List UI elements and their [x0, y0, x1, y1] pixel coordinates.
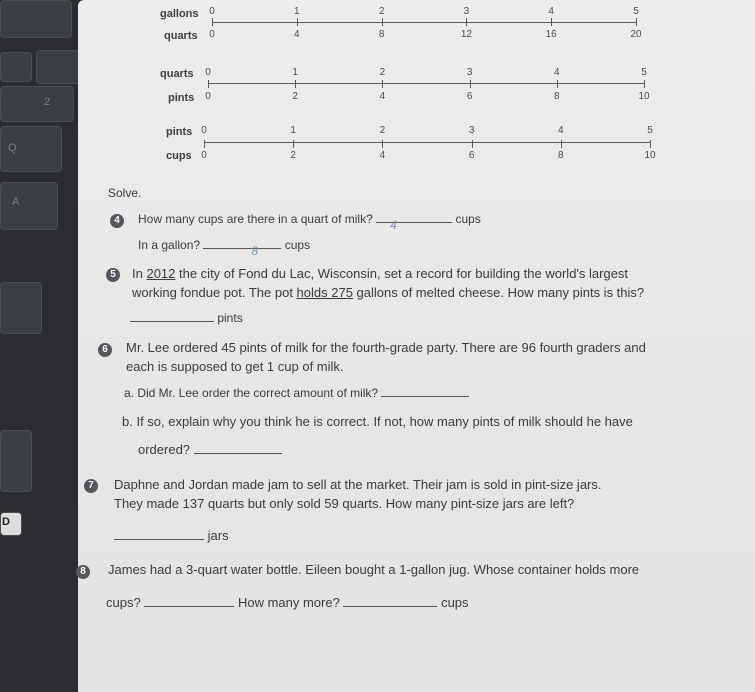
question-6a — [124, 386, 469, 400]
number-line-top-value: 3 — [468, 125, 475, 136]
question-number-badge: 4 — [110, 214, 124, 228]
number-line-top-label: pints — [166, 126, 193, 138]
number-line-axis — [212, 22, 636, 23]
number-line-bottom-value: 4 — [294, 29, 300, 40]
number-line-bottom-value: 2 — [292, 91, 298, 102]
year-underlined: 2012 — [146, 266, 176, 281]
number-line-top-value: 2 — [379, 125, 386, 136]
number-line-top-value: 1 — [292, 67, 298, 78]
number-line-tick — [466, 18, 467, 26]
keyboard-key — [0, 430, 32, 492]
question-5-answer-row — [130, 311, 243, 325]
number-line-tick — [650, 140, 651, 148]
key-label: 2 — [44, 96, 51, 108]
number-line-tick — [470, 80, 471, 88]
answer-blank[interactable] — [381, 396, 469, 397]
answer-blank[interactable] — [203, 244, 281, 258]
number-line-top-label: quarts — [160, 68, 194, 80]
number-line-top-value: 0 — [205, 67, 211, 78]
number-line-tick — [561, 140, 562, 148]
number-line-bottom-value: 2 — [290, 150, 296, 161]
number-line-bottom-value: 6 — [466, 91, 473, 102]
number-line-tick — [557, 80, 558, 88]
solve-heading: Solve. — [108, 186, 142, 200]
question-4-gallon-text: In a gallon? — [138, 238, 201, 252]
unit-label: cups — [455, 212, 481, 226]
number-line-bottom-value: 8 — [558, 150, 564, 161]
question-7-line-2: They made 137 quarts but only sold 59 quarts. How many pint-size jars are left? — [114, 496, 575, 511]
question-4-text: How many cups are there in a quart of milk? — [138, 212, 373, 226]
number-line-tick — [382, 80, 383, 88]
question-6b-line-1: b. If so, explain why you think he is correct. If not, how many pints of milk should he have — [122, 414, 633, 429]
worksheet-page — [78, 0, 755, 692]
keyboard-key — [0, 0, 72, 38]
number-line-bottom-value: 10 — [644, 150, 656, 161]
keyboard-key — [0, 282, 42, 334]
unit-label: jars — [207, 528, 229, 543]
key-label: D — [2, 516, 10, 528]
number-line-top-value: 4 — [558, 125, 564, 136]
number-line-top-value: 0 — [209, 6, 215, 17]
unit-label: pints — [217, 311, 243, 325]
number-line-top-value: 2 — [379, 67, 386, 78]
number-line-bottom-value: 8 — [554, 91, 560, 102]
answer-blank[interactable] — [130, 321, 214, 322]
number-line-bottom-value: 0 — [209, 29, 215, 40]
number-line-tick — [644, 80, 645, 88]
question-6a-text: a. Did Mr. Lee order the correct amount of milk? — [124, 386, 379, 400]
question-5-line-2 — [132, 285, 644, 300]
number-line-top-value: 4 — [548, 6, 554, 17]
text-run: the city of Fond du Lac, Wisconsin, set a record for building the world's largest — [175, 266, 629, 281]
text-run: working fondue pot. The pot — [132, 285, 297, 300]
question-8-line-1: James had a 3-quart water bottle. Eileen bought a 1-gallon jug. Whose container holds more — [108, 562, 640, 577]
text-run: In — [132, 266, 147, 281]
number-line-top-value: 3 — [463, 6, 470, 17]
number-line-tick — [636, 18, 637, 26]
answer-blank[interactable] — [343, 606, 437, 607]
number-line-tick — [295, 80, 296, 88]
number-line-bottom-value: 0 — [205, 91, 211, 102]
number-line-bottom-label: quarts — [164, 30, 198, 42]
keyboard-key — [0, 52, 32, 82]
question-number-badge: 6 — [98, 343, 112, 357]
number-line-top-value: 3 — [466, 67, 473, 78]
number-line-tick — [212, 18, 213, 26]
number-line-tick — [204, 140, 205, 148]
number-line-axis — [208, 83, 644, 84]
number-line-bottom-value: 12 — [460, 29, 472, 40]
question-4-part-2 — [138, 238, 311, 258]
number-line-bottom-value: 20 — [630, 29, 642, 40]
key-label: A — [12, 196, 20, 208]
handwritten-answer: 8 — [251, 244, 259, 258]
number-line-bottom-value: 6 — [468, 150, 475, 161]
number-line-bottom-value: 10 — [638, 91, 650, 102]
holds-underlined: holds 275 — [296, 285, 353, 300]
unit-label: cups — [284, 238, 311, 252]
number-line-top-value: 5 — [647, 125, 653, 136]
question-4 — [138, 212, 481, 232]
answer-blank[interactable] — [194, 453, 282, 454]
number-line-tick — [382, 18, 383, 26]
text-run: gallons of melted cheese. How many pints is this? — [352, 285, 645, 300]
number-line-tick — [551, 18, 552, 26]
question-number-badge: 7 — [84, 479, 98, 493]
keyboard-key — [36, 50, 80, 84]
number-line-top-value: 0 — [201, 125, 207, 136]
number-line-tick — [293, 140, 294, 148]
keyboard-key — [0, 182, 58, 230]
number-line-bottom-value: 0 — [201, 150, 207, 161]
number-line-tick — [382, 140, 383, 148]
question-5-line-1 — [132, 266, 628, 281]
question-number-badge: 5 — [106, 268, 120, 282]
text-run: How many more? — [237, 595, 340, 610]
answer-blank[interactable] — [144, 606, 234, 607]
number-line-top-value: 1 — [294, 6, 300, 17]
number-line-bottom-value: 16 — [545, 29, 557, 40]
handwritten-answer: 4 — [390, 218, 397, 232]
question-7-line-1: Daphne and Jordan made jam to sell at the market. Their jam is sold in pint-size jars. — [114, 477, 602, 492]
answer-blank[interactable] — [376, 218, 452, 232]
number-line-bottom-value: 4 — [379, 91, 386, 102]
keyboard-key — [0, 86, 74, 122]
key-label: Q — [8, 142, 17, 154]
answer-blank[interactable] — [114, 539, 204, 540]
number-line-tick — [297, 18, 298, 26]
unit-label: cups — [441, 595, 469, 610]
question-number-badge: 8 — [76, 565, 90, 579]
question-7-answer-row — [114, 528, 229, 543]
number-line-top-value: 1 — [290, 125, 296, 136]
number-line-bottom-label: pints — [168, 92, 195, 104]
number-line-bottom-value: 4 — [379, 150, 386, 161]
number-line-tick — [208, 80, 209, 88]
number-line-top-value: 5 — [633, 6, 639, 17]
number-line-axis — [204, 142, 650, 143]
question-6-line-1: Mr. Lee ordered 45 pints of milk for the fourth-grade party. There are 96 fourth graders and — [126, 340, 646, 355]
question-6-line-2: each is supposed to get 1 cup of milk. — [126, 359, 344, 374]
text-run: cups? — [106, 595, 141, 610]
question-6b-line-2 — [138, 442, 282, 457]
number-line-top-label: gallons — [160, 8, 199, 20]
number-line-top-value: 5 — [641, 67, 647, 78]
number-line-bottom-label: cups — [166, 150, 192, 162]
number-line-top-value: 2 — [378, 6, 385, 17]
number-line-tick — [472, 140, 473, 148]
number-line-top-value: 4 — [554, 67, 560, 78]
question-6b-ordered: ordered? — [138, 442, 191, 457]
question-8-line-2 — [106, 595, 469, 610]
number-line-bottom-value: 8 — [378, 29, 385, 40]
